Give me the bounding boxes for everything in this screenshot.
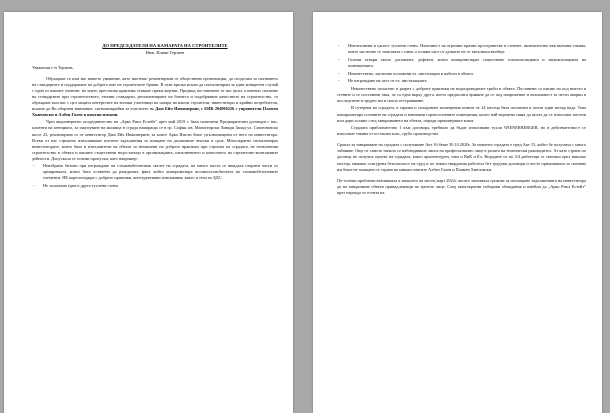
paragraph-contracts: Чрез акционерното посредничество на „Арко Риъл Естейт" през май 2019 г. бяха сключени Предварителни договори с нас, клиенти на агенцията, за закупуване на жилища в сграда намираща се в гр. София, кв. Манастирски Ливади Запад ул. Симеоновско шосе 23, реализирана се от инвеститор Джи Ейч Инжинеринг, за които Арко Имоти беше упълномощени от него на инвеститора. Всеки от нас стриктно изпълняваше поетите задължения за плащане на дължимите вноски в срок. Многократно сигнализирах инвеститорите, които бяха и изпълнители на обекта за нехвалени на доброто практики при строежа на сградата, не изпълнения строителство в обекта и нашите съществени недостатъци в организацията, изпълнението и качеството на строително-монтажните дейности. Допускала се големи пропуски, като например: (32, 119, 278, 161)
paragraph-intro-text: Обръщаме се към вас нашето уважение, като ипотеки/ ремонтирани от обществени организации, да споделим за спазването на стандартите и поддържане на доброто име на строителите бранш. В тази връзка искам да сигнализирам за един конкретен случай с един от вашите членове, на чието престъпна практика ставаме преки жертви. Предвид поставените от вас цели, а именно спазване на стандартите при строителството, етични стандарти, регламентиране на бизнеса и подобряване качеството на строителство, се обръщаме към вас с цел защита интересите на всички участници на пазара на имоти строители, инвеститори и крайни потребители, искаме да Ви обърнем внимание, сигнализирайки за участието на (32, 75, 278, 111)
bullet-dash: - (33, 163, 35, 169)
letter-header (82, 43, 248, 56)
list-item (337, 57, 586, 69)
bullet-dash: - (338, 78, 340, 84)
paragraph-deadline: Срокът за завършване на сградата с получаване Акт 16 беше 30.10.2020г. За момента сградата е пред Акт 15, който бе получиха с много забавяне. Още от самото начало се наблюдаваше липса на професионално лице в ролята на технически ръководител. Аз като страна по договор не получих проект на сградата, както архитектурен, така и ВиК и Ел. Впрадите от по 3/4 работещи се сменяха през няколко месеца, нямаше осигурена безопасност на труд и по тежки твърдения работеха без трудови договори и често причиняваха за сменяне им беше не плащане от страна на мнимостаятите Албен Галев и Пламен Хинчовски. (337, 142, 586, 172)
list-item (337, 71, 586, 77)
paragraph-basement: В сутерена на сградата, в гаражи и складовите помещения повече от 24 месеца бяха потопени в почти един метър вода. Това компрометира основите на сградата и нанизани горепосочените помещения, които най-вероятно няма да могат да се използват местни или дори голямо след завършването на обекта, поради прекомерната влага. (337, 105, 586, 123)
list-item-text: Некачествено, хаотично положени ел. инсталации и кабели в обекта. (348, 70, 474, 76)
paragraph-problems: По-големи проблеми възникнаха в началото на месец март 2022г. когато започнаха срокове за изплащане задълженията на инвеститора да на завършване обекти принадлежащи на третото лице. След многократни събирани обаждания и имейли до „Арко Риъл Естейт" през периода от есента на (337, 177, 586, 196)
document-page-2 (313, 12, 602, 413)
list-item-text: Неизпълнени в цялост тухлени стени. Наличност на огромни празни пространства в стените, включително във външни такива, които частично се запълваха с пяна, а голяма част от дупките не се запълваха въобще. (348, 43, 586, 55)
bullet-dash: - (338, 70, 340, 76)
bullet-dash: - (33, 183, 35, 189)
addressee-title: ДО ПРЕДСЕДАТЕЛЯ НА КАМАРАТА НА СТРОИТЕЛИТЕ (102, 43, 228, 48)
list-item (32, 183, 278, 189)
list-item-text: Не изграждане на част от ел. инсталацията (348, 78, 427, 84)
document-page-1 (4, 12, 293, 413)
list-item (337, 78, 586, 84)
bullet-dash: - (338, 43, 340, 48)
list-item (337, 43, 586, 55)
list-item-text: Неизбрани битови при изграждане на стоманобетоновия скелет на сградата, на много места се виждаха открити части от армировката, които бяха оставени да ръждясват, факт, който компрометира носимостоисбиотата на стоманобетоновите елементи, НЕ кореспондира с добрите практики, конструктивни изисквания, както и тези по БДС. (43, 163, 278, 181)
list-item-text: Големи отвори около догramите, дефекти, които компрометират съществено топлоизолацията и звукоизолацията на помещенията. (348, 56, 586, 68)
list-item-text: Не залагаема една в друга тухлени стени (43, 183, 118, 189)
addressee-name: Инж. Илиян Терзиев (145, 50, 185, 56)
salutation: Уважаеми г-н Терзиев, (32, 65, 74, 71)
company-name-bold: Джи Ейч Инжинеринг, с ЕИК 204906226 с управители Пламен Хинчовски и Албен Галев в имотни измами. (32, 106, 278, 118)
bullet-dash: - (338, 56, 340, 62)
paragraph-plumbing: Некачествено полагане, в разрез с добрите практики на водопроводните тръби в обекта. Поставени са шацно на под вместо в стените и се поставени така, че са една върху друга, което предполага вряване да се под напрежение и възможност за чести аварии в последствие и трудно ми и скъпо отстраняване. (337, 85, 586, 104)
paragraph-bricks: Сградата приблизително 1 към договора, требвало да бъдат използвани тухли WIENERBERGER, но в действителност се използват такива от по-малка клас, грубо производство. (337, 124, 586, 136)
list-item (32, 163, 278, 181)
paragraph-intro (32, 76, 278, 119)
